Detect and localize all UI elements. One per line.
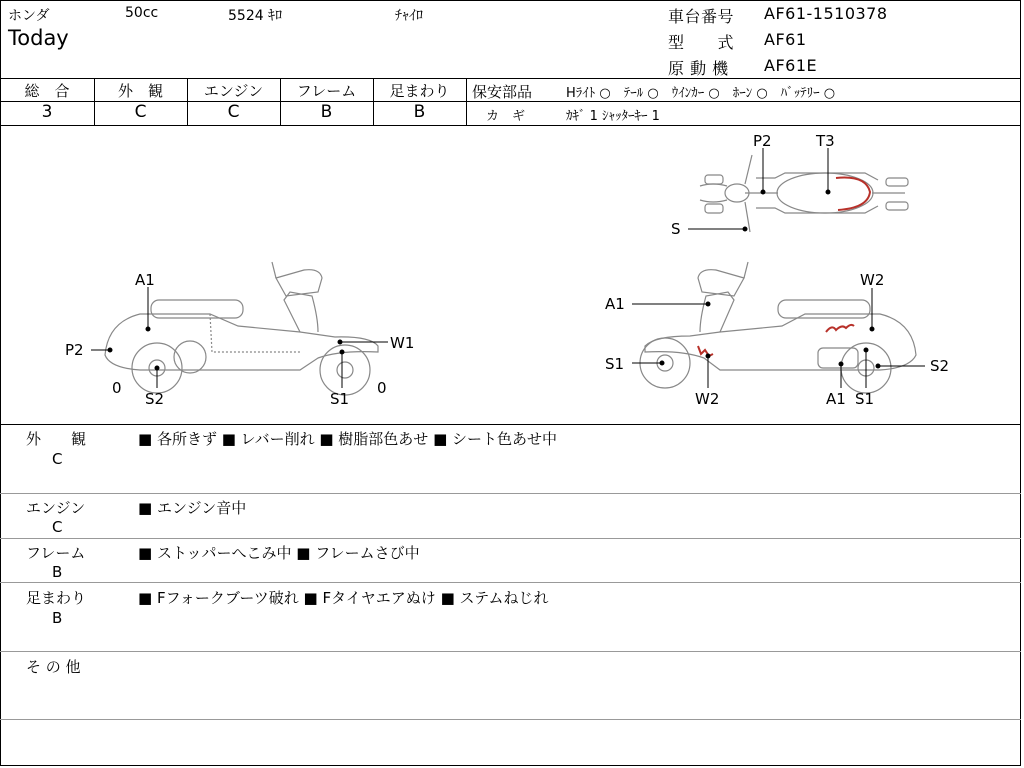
section-title-frame: フレーム: [26, 544, 86, 562]
keys-value: ｶｷﾞ 1 ｼｬｯﾀｰｷｰ 1: [566, 109, 660, 124]
divider: [0, 651, 1021, 652]
divider: [0, 582, 1021, 583]
grade-label-engine: エンジン: [203, 82, 264, 100]
model-name: Today: [8, 26, 69, 50]
keys-label: カ ギ: [486, 109, 526, 124]
diagram-label: W1: [390, 334, 415, 352]
divider: [0, 538, 1021, 539]
grade-value-engine: C: [227, 102, 240, 122]
diagram-label: A1: [135, 271, 155, 289]
grade-value-exterior: C: [134, 102, 147, 122]
diagram-label: W2: [860, 271, 885, 289]
divider: [466, 78, 467, 125]
grade-label-overall: 総 合: [24, 82, 70, 100]
grade-value-frame: B: [320, 102, 333, 122]
safety-label: 保安部品: [472, 83, 533, 101]
diagram-label: S2: [930, 357, 950, 375]
divider: [0, 424, 1021, 425]
callout-lines: [91, 148, 925, 388]
damage-mark: [826, 325, 854, 332]
section-notes-frame: ■ ストッパーへこみ中 ■ フレームさび中: [138, 544, 420, 562]
grade-value-overall: 3: [41, 102, 53, 122]
grade-label-exterior: 外 観: [117, 82, 163, 100]
damage-diagram: [0, 126, 1021, 424]
diagram-label: S: [671, 220, 681, 238]
divider: [0, 493, 1021, 494]
diagram-label: T3: [816, 132, 835, 150]
divider: [0, 719, 1021, 720]
grade-label-frame: フレーム: [296, 82, 357, 100]
damage-mark: [836, 178, 870, 210]
displacement: 50cc: [125, 5, 159, 21]
frame-no: AF61-1510378: [764, 4, 888, 23]
section-title-other: そ の 他: [26, 658, 81, 676]
section-grade-exterior: C: [52, 450, 63, 468]
section-grade-suspension: B: [52, 609, 63, 627]
section-grade-frame: B: [52, 563, 63, 581]
section-notes-suspension: ■ Fフォークブーツ破れ ■ Fタイヤエアぬけ ■ ステムねじれ: [138, 589, 549, 607]
maker: ホンダ: [8, 8, 50, 24]
diagram-label: S1: [605, 355, 625, 373]
divider: [0, 78, 1021, 79]
grade-label-suspension: 足まわり: [389, 82, 450, 100]
section-notes-exterior: ■ 各所きず ■ レバー削れ ■ 樹脂部色あせ ■ シート色あせ中: [138, 430, 558, 448]
section-grade-engine: C: [52, 518, 63, 536]
diagram-label: P2: [753, 132, 772, 150]
section-notes-engine: ■ エンジン音中: [138, 499, 247, 517]
section-title-exterior: 外 観: [26, 430, 87, 448]
engine-label: 原 動 機: [668, 59, 729, 78]
diagram-label: 0: [377, 379, 387, 397]
frame-no-label: 車台番号: [668, 7, 735, 26]
color: ﾁｬｲﾛ: [395, 8, 423, 24]
diagram-label: P2: [65, 341, 84, 359]
mileage: 5524 ｷﾛ: [228, 8, 283, 24]
section-title-engine: エンジン: [26, 499, 86, 517]
type-label: 型 式: [668, 33, 735, 52]
diagram-label: S1: [330, 390, 350, 408]
type-value: AF61: [764, 30, 807, 49]
engine-value: AF61E: [764, 56, 818, 75]
diagram-label: A1: [826, 390, 846, 408]
section-title-suspension: 足まわり: [26, 589, 87, 607]
diagram-label: S1: [855, 390, 875, 408]
diagram-label: A1: [605, 295, 625, 313]
diagram-label: S2: [145, 390, 165, 408]
safety-items: Hﾗｲﾄ ○ ﾃｰﾙ ○ ｳｲﾝｶｰ ○ ﾎｰﾝ ○ ﾊﾞｯﾃﾘｰ ○: [566, 86, 836, 101]
diagram-label: 0: [112, 379, 122, 397]
grade-value-suspension: B: [413, 102, 426, 122]
diagram-label: W2: [695, 390, 720, 408]
damage-mark: [698, 346, 713, 356]
top-scooter: [700, 155, 908, 232]
